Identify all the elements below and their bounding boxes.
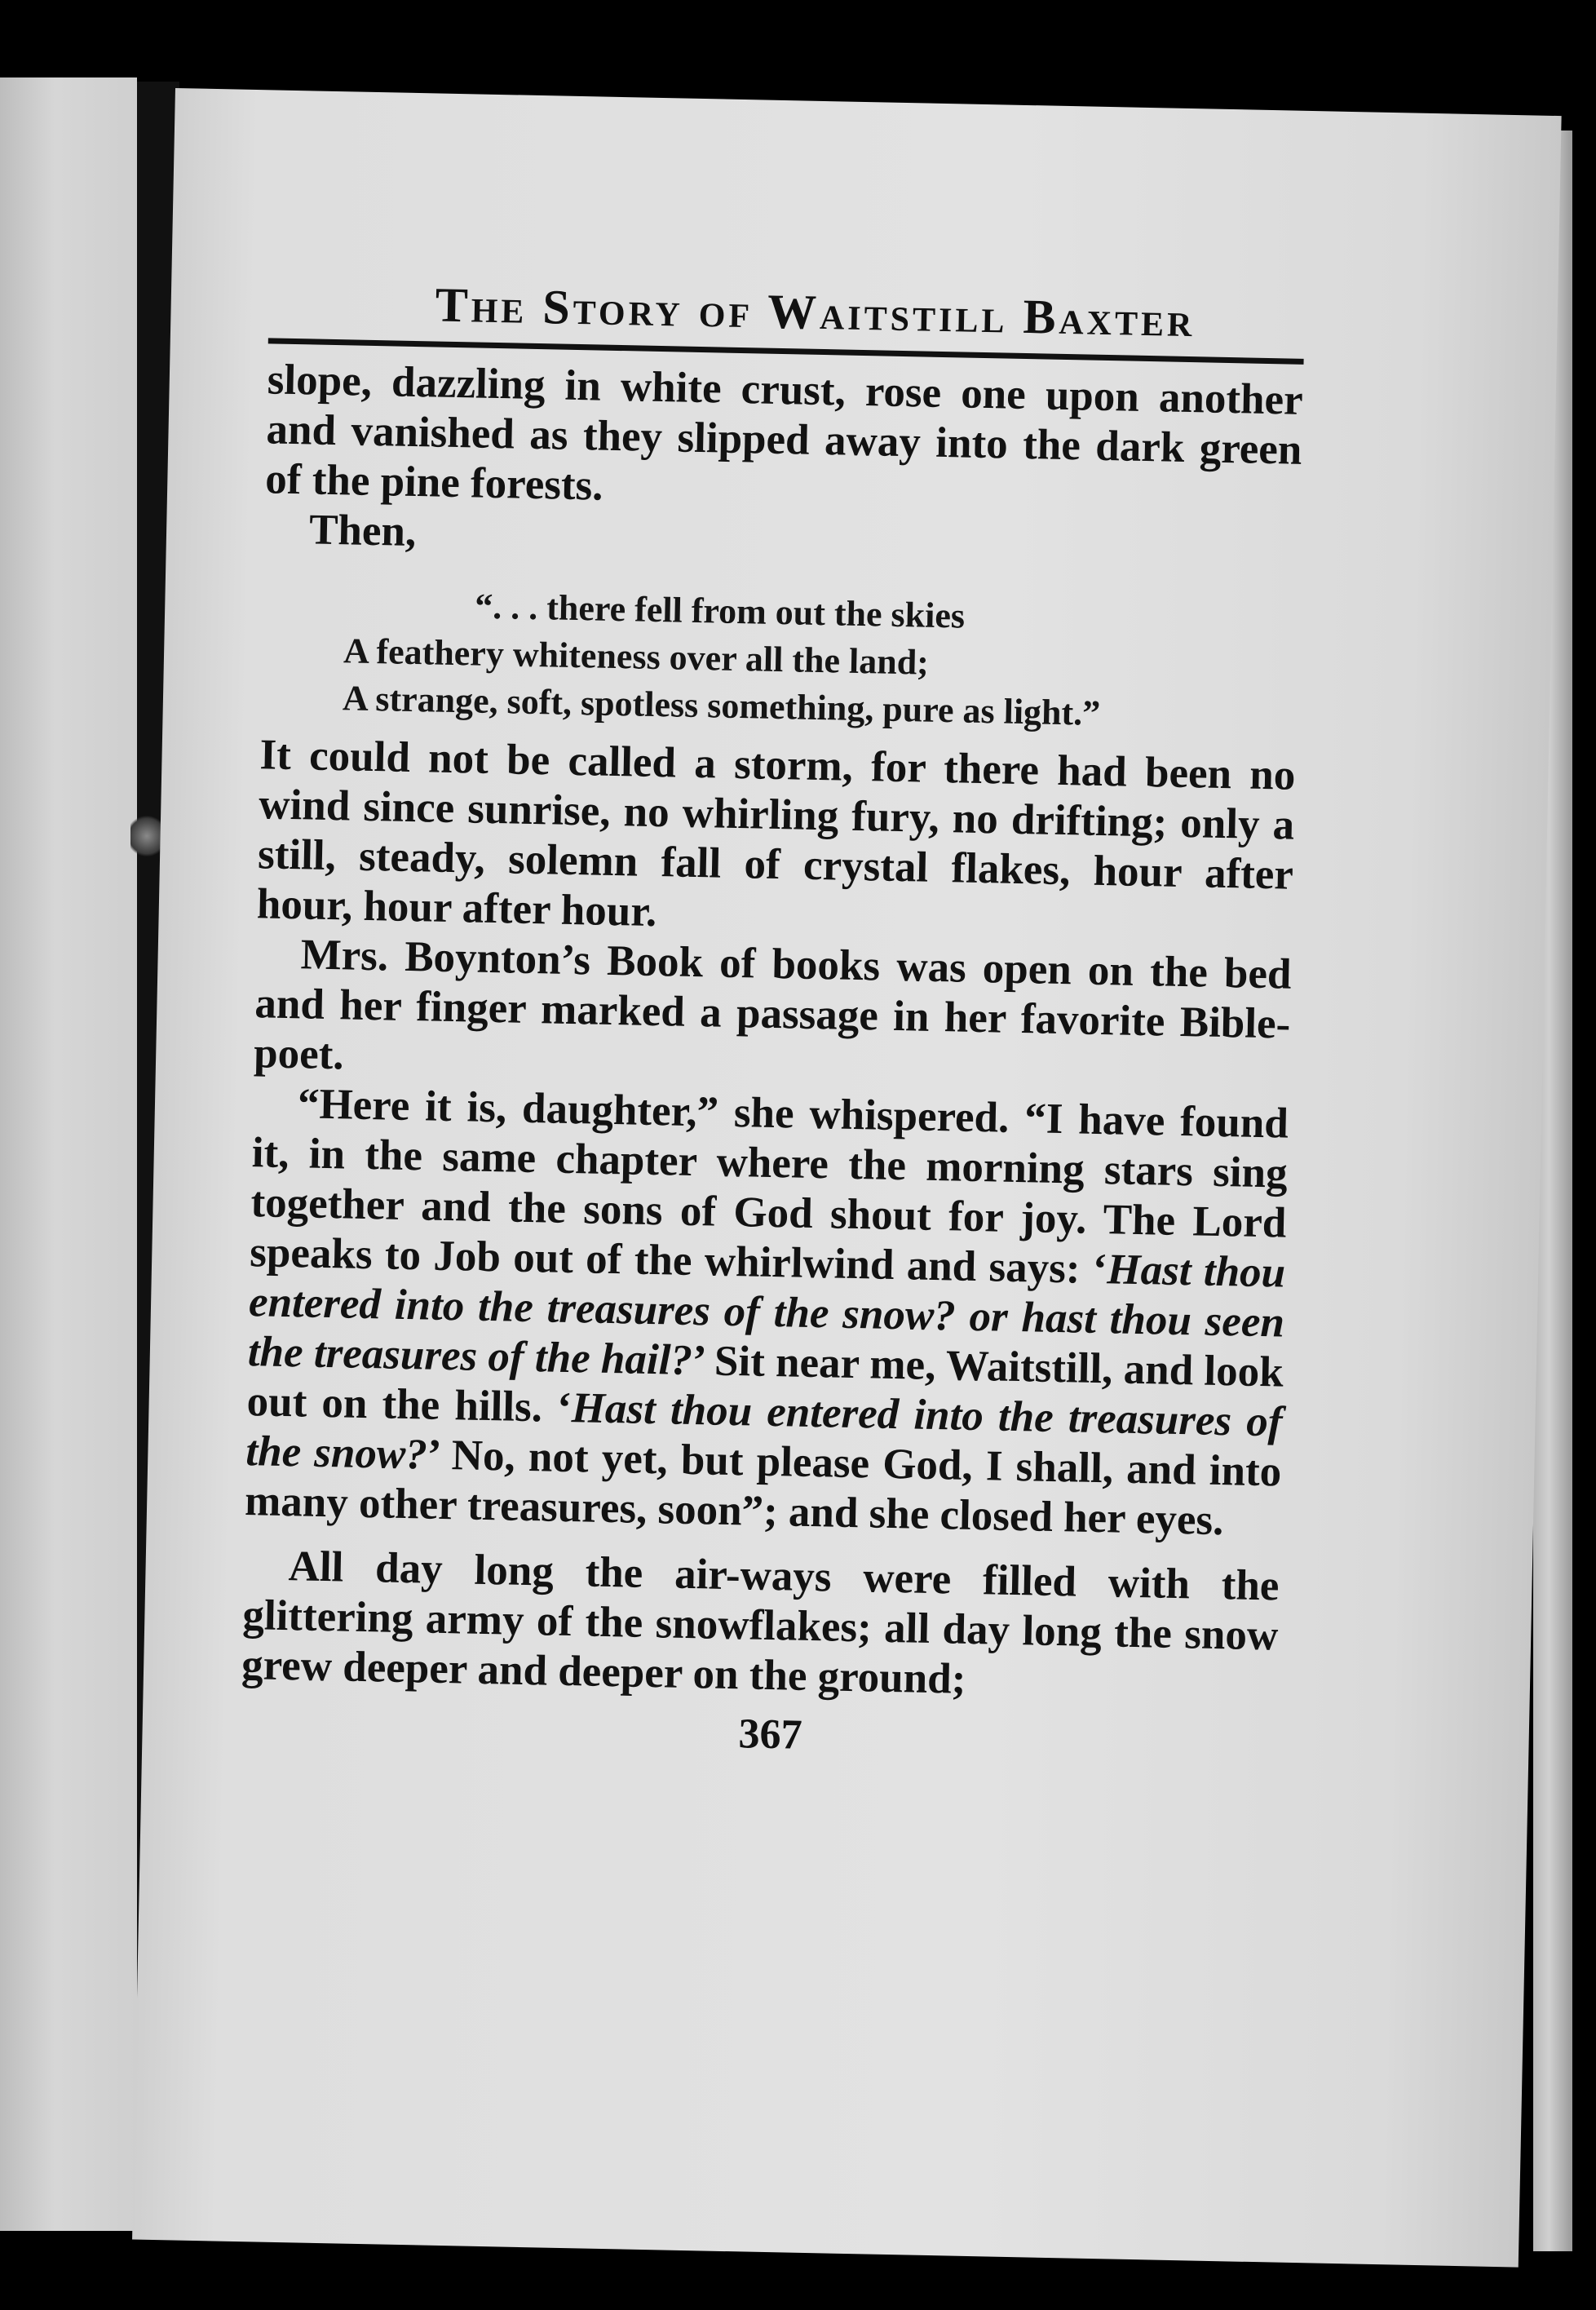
page-content <box>240 273 1305 1768</box>
paragraph-5 <box>245 1078 1289 1547</box>
paragraph-5-text-c: ’ Sit near me, Waitstill, and look out on the hills. ‘ <box>246 1337 1284 1432</box>
paragraph-5-text-a: “Here it is, daughter,” she whispered. “I have found it, in the same chapter where the morning stars sing together and the sons of God shout for joy. The Lord speaks to Job out of the whirlwind and says: ‘ <box>249 1080 1289 1294</box>
page-number: 367 <box>738 1710 803 1759</box>
paragraph-4: Mrs. Boynton’s Book of books was open on the bed and her finger marked a passage in her favorite Bible-poet. <box>253 931 1293 1079</box>
paragraph-6: All day long the air-ways were filled with the glittering army of the snowflakes; all day long the snow grew deeper and deeper on the ground; <box>241 1542 1280 1703</box>
paragraph-3: It could not be called a storm, for there had been no wind since sunrise, no whirling fury, no drifting; only a still, steady, solemn fall of crystal flakes, hour after hour, hour after hour. <box>256 731 1296 936</box>
paragraph-5-quote-1: Hast thou entered into the treasures of the snow? or hast thou seen the treasures of the hail? <box>247 1246 1286 1385</box>
poem-quote <box>260 578 1298 741</box>
paragraph-5-text-e: ’ No, not yet, but please God, I shall, and into many other treasures, soon”; and she closed her eyes. <box>244 1431 1282 1545</box>
poem-line-1: “. . . there fell from out the skies <box>474 586 966 636</box>
poem-line-2: A feathery whiteness over all the land; <box>343 631 930 683</box>
facing-page-edge <box>0 77 137 2231</box>
paragraph-2: Then, <box>308 506 417 556</box>
paragraph-5-quote-2: Hast thou entered into the treasures of the snow? <box>245 1384 1284 1479</box>
book-page <box>132 88 1562 2268</box>
running-head: The Story of Waitstill Baxter <box>435 277 1196 347</box>
poem-line-3: A strange, soft, spotless something, pure as light.” <box>342 678 1101 733</box>
gutter-mark <box>130 812 163 861</box>
paragraph-1: slope, dazzling in white crust, rose one upon another and vanished as they slipped away into the dark green of the pine forests. <box>264 356 1304 510</box>
